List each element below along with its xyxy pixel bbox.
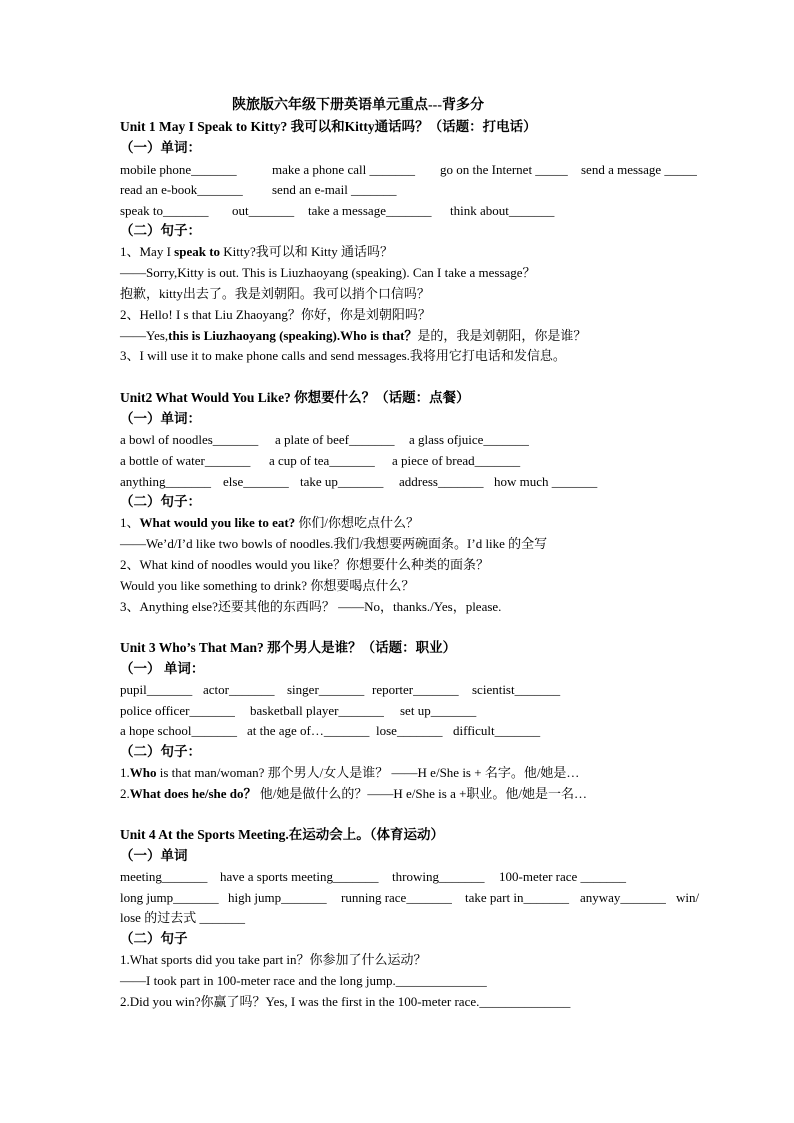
word-item: out_______ — [232, 203, 295, 218]
word-item: a bottle of water_______ — [120, 453, 251, 468]
word-item: how much _______ — [494, 474, 598, 489]
word-item: set up_______ — [400, 703, 477, 718]
unit2-sentence-3: 3、Anything else?还要其他的东西吗？ ——No，thanks./Yes，please. — [120, 599, 502, 614]
word-item: lose_______ — [376, 723, 443, 738]
sentence-text: 1. — [120, 765, 130, 780]
sentence-text: 1、 — [120, 515, 140, 530]
unit4-sentence-1-answer: ——I took part in 100-meter race and the long jump.______________ — [120, 973, 487, 988]
unit3-words-label: （一） 单词： — [120, 661, 205, 676]
word-item: send an e-mail _______ — [272, 182, 397, 197]
word-item: 100-meter race _______ — [499, 869, 627, 884]
word-item: address_______ — [399, 474, 484, 489]
word-item: read an e-book_______ — [120, 182, 243, 197]
word-item: running race_______ — [341, 890, 452, 905]
word-item: singer_______ — [287, 682, 365, 697]
unit1-words-label: （一）单词： — [120, 140, 201, 155]
word-item: police officer_______ — [120, 703, 235, 718]
word-item: pupil_______ — [120, 682, 193, 697]
unit2-sentence-2b: Would you like something to drink? 你想要喝点什么？ — [120, 578, 415, 593]
unit2-words-label: （一）单词： — [120, 411, 201, 426]
word-item: lose 的过去式 _______ — [120, 910, 245, 925]
unit1-sentence-3: 3、I will use it to make phone calls and send messages.我将用它打电话和发信息。 — [120, 348, 566, 363]
word-item: at the age of…_______ — [247, 723, 370, 738]
sentence-bold: this is Liuzhaoyang (speaking).Who is that？ — [168, 328, 418, 343]
word-item: a cup of tea_______ — [269, 453, 375, 468]
word-item: take up_______ — [300, 474, 384, 489]
unit2-sentence-1 — [120, 514, 419, 532]
word-item: have a sports meeting_______ — [220, 869, 379, 884]
unit4-sentences-label: （二）句子 — [120, 931, 188, 946]
unit1-sentence-1-cn: 抱歉，kitty出去了。我是刘朝阳。我可以捎个口信吗？ — [120, 286, 430, 301]
sentence-bold: What would you like to eat? — [139, 515, 296, 530]
word-item: actor_______ — [203, 682, 275, 697]
unit3-sentence-2 — [120, 785, 587, 803]
word-item: high jump_______ — [228, 890, 327, 905]
word-item: send a message _____ — [581, 162, 697, 177]
unit2-sentences-label: （二）句子： — [120, 494, 201, 509]
sentence-text: ——Yes, — [120, 328, 169, 343]
unit3-sentence-1 — [120, 764, 579, 782]
word-item: a piece of bread_______ — [392, 453, 521, 468]
word-item: take a message_______ — [308, 203, 432, 218]
word-item: anyway_______ — [580, 890, 666, 905]
word-item: a bowl of noodles_______ — [120, 432, 259, 447]
word-item: long jump_______ — [120, 890, 219, 905]
sentence-bold: What does he/she do？ — [129, 786, 257, 801]
unit4-heading: Unit 4 At the Sports Meeting.在运动会上。（体育运动） — [120, 827, 444, 842]
unit4-sentence-2: 2.Did you win?你赢了吗？Yes, I was the first in the 100-meter race.______________ — [120, 994, 571, 1009]
unit1-heading: Unit 1 May I Speak to Kitty? 我可以和Kitty通话吗？（话题：打电话） — [120, 119, 537, 134]
sentence-text: 是的，我是刘朝阳，你是谁？ — [417, 328, 587, 343]
word-item: difficult_______ — [453, 723, 541, 738]
unit1-sentences-label: （二）句子： — [120, 223, 201, 238]
word-item: speak to_______ — [120, 203, 209, 218]
word-item: make a phone call _______ — [272, 162, 415, 177]
word-item: mobile phone_______ — [120, 162, 237, 177]
unit1-sentence-1 — [120, 243, 393, 261]
sentence-text: Kitty?我可以和 Kitty 通话吗？ — [220, 244, 394, 259]
unit2-heading: Unit2 What Would You Like? 你想要什么？（话题：点餐） — [120, 390, 470, 405]
sentence-text: 1、May I — [120, 244, 175, 259]
unit4-words-label: （一）单词 — [120, 848, 188, 863]
unit3-heading: Unit 3 Who’s That Man? 那个男人是谁？（话题：职业） — [120, 640, 457, 655]
word-item: win/ — [676, 890, 700, 905]
document-title: 陕旅版六年级下册英语单元重点---背多分 — [232, 98, 484, 113]
sentence-bold: speak to — [174, 244, 221, 259]
unit2-sentence-1-answer: ——We’d/I’d like two bowls of noodles.我们/我想要两碗面条。I’d like 的全写 — [120, 536, 548, 551]
word-item: throwing_______ — [392, 869, 485, 884]
unit4-sentence-1: 1.What sports did you take part in？你参加了什么运动？ — [120, 952, 427, 967]
word-item: a glass ofjuice_______ — [409, 432, 529, 447]
sentence-text: is that man/woman? 那个男人/女人是谁？ ——H e/She is + 名字。他/她是… — [156, 765, 580, 780]
unit1-sentence-1-answer: ——Sorry,Kitty is out. This is Liuzhaoyang (speaking). Can I take a message？ — [120, 265, 536, 280]
word-item: a plate of beef_______ — [275, 432, 395, 447]
word-item: anything_______ — [120, 474, 211, 489]
word-item: take part in_______ — [465, 890, 569, 905]
word-item: reporter_______ — [372, 682, 459, 697]
sentence-text: 他/她是做什么的？——H e/She is a +职业。他/她是一名… — [256, 786, 588, 801]
unit1-sentence-2: 2、Hello! I s that Liu Zhaoyang？你好，你是刘朝阳吗？ — [120, 307, 431, 322]
word-item: else_______ — [223, 474, 289, 489]
sentence-text: 你们/你想吃点什么？ — [295, 515, 420, 530]
sentence-text: 2. — [120, 786, 130, 801]
word-item: scientist_______ — [472, 682, 561, 697]
word-item: think about_______ — [450, 203, 555, 218]
sentence-bold: Who — [129, 765, 157, 780]
word-item: meeting_______ — [120, 869, 208, 884]
unit2-sentence-2: 2、What kind of noodles would you like？你想要什么种类的面条？ — [120, 557, 490, 572]
word-item: a hope school_______ — [120, 723, 237, 738]
unit1-sentence-2-answer — [120, 327, 586, 345]
unit3-sentences-label: （二）句子： — [120, 744, 201, 759]
word-item: go on the Internet _____ — [440, 162, 568, 177]
word-item: basketball player_______ — [250, 703, 384, 718]
